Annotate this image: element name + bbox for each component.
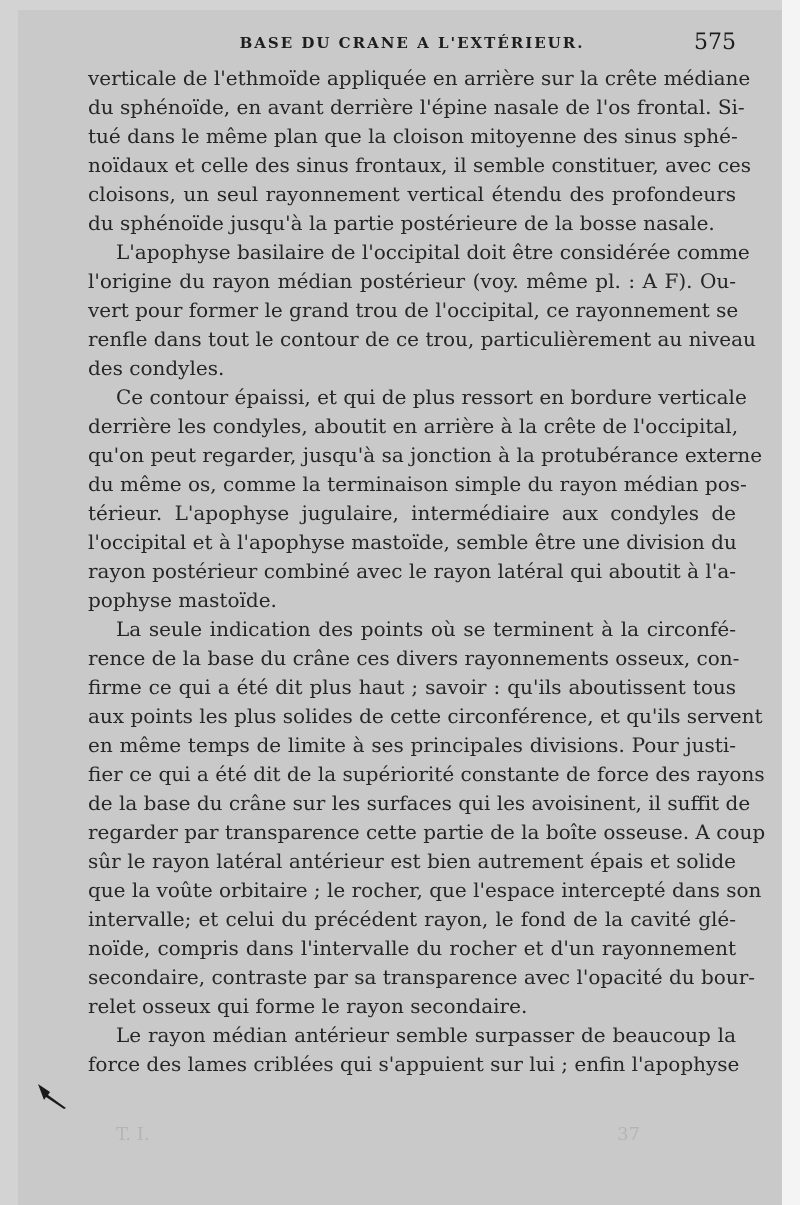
- text-line: derrière les condyles, aboutit en arrière à la crête de l'occipital,: [88, 414, 739, 438]
- signature-right: 37: [617, 1124, 640, 1145]
- page-header: [88, 30, 736, 64]
- text-line: l'occipital et à l'apophyse mastoïde, semble être une division du: [88, 530, 737, 554]
- text-line: renfle dans tout le contour de ce trou, particulièrement au niveau: [88, 327, 756, 351]
- page-number: 575: [694, 30, 736, 55]
- text-line: du sphénoïde, en avant derrière l'épine nasale de l'os frontal. Si-: [88, 95, 745, 119]
- text-line: rence de la base du crâne ces divers rayonnements osseux, con-: [88, 646, 740, 670]
- text-line: Le rayon médian antérieur semble surpasser de beaucoup la: [116, 1023, 736, 1047]
- text-line: du même os, comme la terminaison simple du rayon médian pos-: [88, 472, 747, 496]
- text-line: Ce contour épaissi, et qui de plus ressort en bordure verticale: [116, 385, 747, 409]
- text-line: qu'on peut regarder, jusqu'à sa jonction à la protubérance externe: [88, 443, 763, 467]
- text-line: fier ce qui a été dit de la supériorité constante de force des rayons: [88, 762, 765, 786]
- running-title: BASE DU CRANE A L'EXTÉRIEUR.: [239, 34, 585, 52]
- text-line: térieur. L'apophyse jugulaire, intermédiaire aux condyles de: [88, 501, 736, 525]
- text-line: verticale de l'ethmoïde appliquée en arrière sur la crête médiane: [88, 66, 751, 90]
- text-line: l'origine du rayon médian postérieur (voy. même pl. : A F). Ou-: [88, 269, 736, 293]
- text-line: de la base du crâne sur les surfaces qui les avoisinent, il suffit de: [88, 791, 751, 815]
- text-line: noïde, compris dans l'intervalle du rocher et d'un rayonnement: [88, 936, 736, 960]
- text-line: rayon postérieur combiné avec le rayon latéral qui aboutit à l'a-: [88, 559, 736, 583]
- body-text: [88, 64, 766, 1079]
- text-line: que la voûte orbitaire ; le rocher, que l'espace intercepté dans son: [88, 878, 762, 902]
- text-line: du sphénoïde jusqu'à la partie postérieure de la bosse nasale.: [88, 211, 715, 235]
- text-line: sûr le rayon latéral antérieur est bien autrement épais et solide: [88, 849, 736, 873]
- text-line: vert pour former le grand trou de l'occipital, ce rayonnement se: [88, 298, 739, 322]
- text-line: force des lames criblées qui s'appuient sur lui ; enfin l'apophyse: [88, 1052, 740, 1076]
- text-line: tué dans le même plan que la cloison mitoyenne des sinus sphé-: [88, 124, 738, 148]
- page-footer: [88, 1124, 736, 1154]
- text-line: cloisons, un seul rayonnement vertical étendu des profondeurs: [88, 182, 736, 206]
- text-line: secondaire, contraste par sa transparence avec l'opacité du bour-: [88, 965, 756, 989]
- text-line: relet osseux qui forme le rayon secondaire.: [88, 994, 528, 1018]
- text-line: en même temps de limite à ses principales divisions. Pour justi-: [88, 733, 736, 757]
- text-line: noïdaux et celle des sinus frontaux, il semble constituer, avec ces: [88, 153, 752, 177]
- text-line: aux points les plus solides de cette circonférence, et qu'ils servent: [88, 704, 763, 728]
- text-line: regarder par transparence cette partie de la boîte osseuse. A coup: [88, 820, 766, 844]
- text-line: L'apophyse basilaire de l'occipital doit être considérée comme: [116, 240, 750, 264]
- pointer-mark-icon: [36, 1082, 70, 1110]
- text-line: La seule indication des points où se terminent à la circonfé-: [116, 617, 736, 641]
- text-line: intervalle; et celui du précédent rayon, le fond de la cavité glé-: [88, 907, 736, 931]
- text-line: des condyles.: [88, 356, 225, 380]
- text-line: firme ce qui a été dit plus haut ; savoir : qu'ils aboutissent tous: [88, 675, 736, 699]
- signature-left: T. I.: [116, 1124, 150, 1145]
- text-line: pophyse mastoïde.: [88, 588, 277, 612]
